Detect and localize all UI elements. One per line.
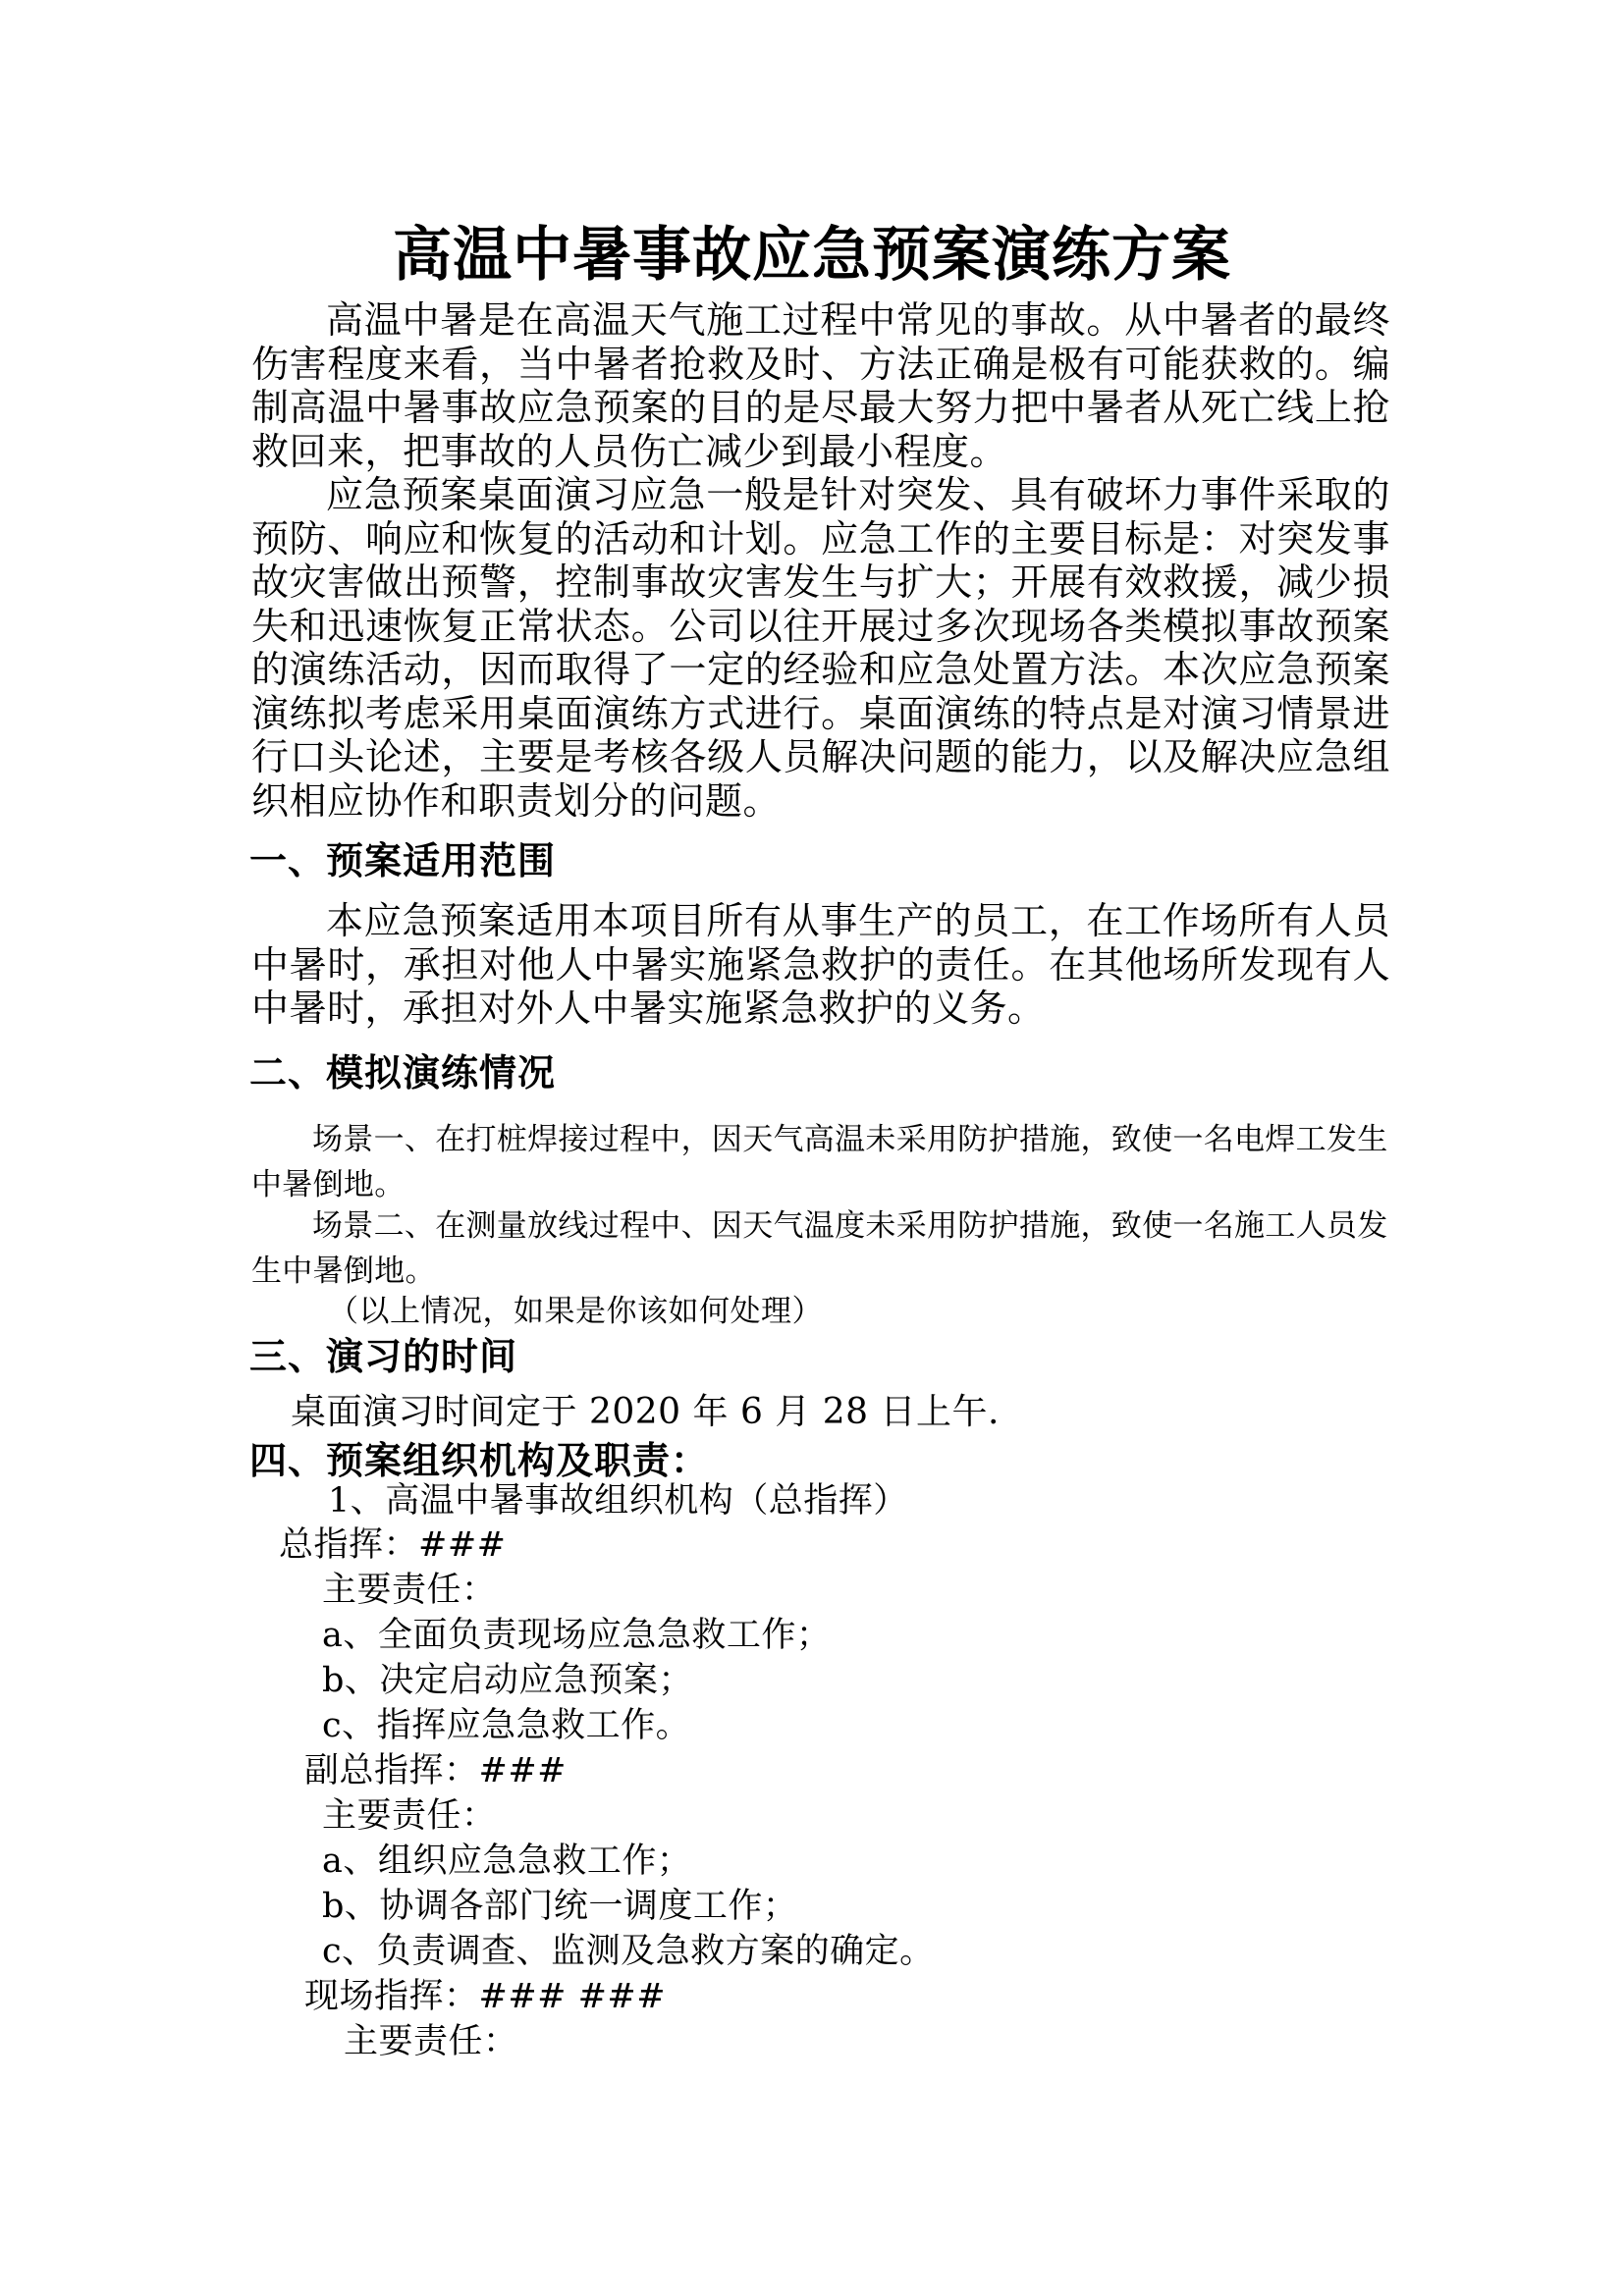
page-title: 高温中暑事故应急预案演练方案 <box>393 221 1231 290</box>
drill-time: 桌面演习时间定于 2020 年 6 月 28 日上午. <box>291 1392 1000 1432</box>
section-heading-simulation: 二、模拟演练情况 <box>249 1051 557 1095</box>
deputy-line: 副总指挥：### <box>304 1751 567 1790</box>
scope-paragraph: 本应急预案适用本项目所有从事生产的员工，在工作场所有人员中暑时，承担对他人中暑实施紧急救护的责任。在其他场所发现有人中暑时，承担对外人中暑实施紧急救护的义务。 <box>251 899 1390 1030</box>
scene-one: 场景一、在打桩焊接过程中，因天气高温未采用防护措施，致使一名电焊工发生中暑倒地。 <box>251 1122 1388 1202</box>
commander-line: 总指挥：### <box>279 1525 507 1565</box>
scene-two: 场景二、在测量放线过程中、因天气温度未采用防护措施，致使一名施工人员发生中暑倒地。 <box>251 1208 1388 1289</box>
section-heading-time: 三、演习的时间 <box>249 1335 518 1378</box>
site-resp-label: 主要责任： <box>344 2022 518 2061</box>
intro-paragraph-2: 应急预案桌面演习应急一般是针对突发、具有破坏力事件采取的预防、响应和恢复的活动和计划。应急工作的主要目标是：对突发事故灾害做出预警，控制事故灾害发生与扩大；开展有效救援，减少损失和迅速恢复正常状态。公司以往开展过多次现场各类模拟事故预案的演练活动，因而取得了一定的经验和应急处置方法。本次应急预案演练拟考虑采用桌面演练方式进行。桌面演练的特点是对演习情景进行口头论述，主要是考核各级人员解决问题的能力，以及解决应急组织相应协作和职责划分的问题。 <box>251 473 1390 823</box>
commander-item: b、决定启动应急预案； <box>322 1661 693 1700</box>
section-heading-organization: 四、预案组织机构及职责： <box>249 1439 710 1482</box>
site-commander-line: 现场指挥：### ### <box>304 1977 667 2016</box>
deputy-resp-label: 主要责任： <box>322 1796 497 1836</box>
deputy-item: c、负责调查、监测及急救方案的确定。 <box>322 1932 935 1971</box>
commander-item: a、全面负责现场应急急救工作； <box>322 1616 832 1655</box>
scene-note: （以上情况，如果是你该如何处理） <box>328 1294 823 1329</box>
section-heading-scope: 一、预案适用范围 <box>249 839 557 882</box>
intro-paragraph-1: 高温中暑是在高温天气施工过程中常见的事故。从中暑者的最终伤害程度来看，当中暑者抢救及时、方法正确是极有可能获救的。编制高温中暑事故应急预案的目的是尽最大努力把中暑者从死亡线上抢救回来，把事故的人员伤亡减少到最小程度。 <box>251 298 1390 473</box>
organization-subheading: 1、高温中暑事故组织机构（总指挥） <box>328 1481 908 1521</box>
commander-item: c、指挥应急急救工作。 <box>322 1706 691 1745</box>
deputy-item: b、协调各部门统一调度工作； <box>322 1887 798 1926</box>
commander-resp-label: 主要责任： <box>322 1571 497 1610</box>
deputy-item: a、组织应急急救工作； <box>322 1842 692 1881</box>
